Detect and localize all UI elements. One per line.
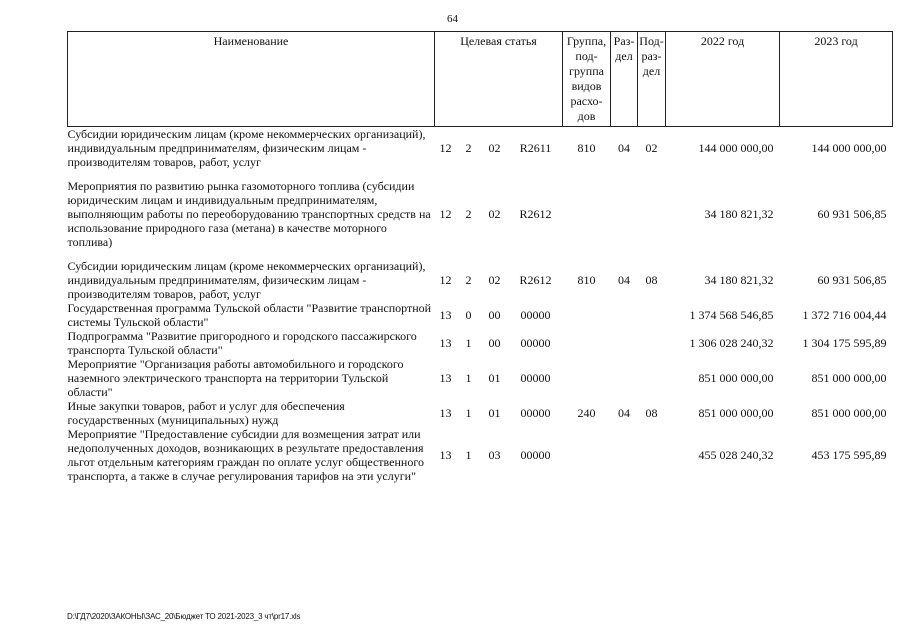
row-code-program: 12 [439, 207, 452, 221]
row-code-program: 13 [439, 336, 452, 350]
row-expense-group: 810 [577, 273, 596, 287]
row-expense-group [563, 357, 611, 399]
row-subsection [638, 357, 666, 399]
row-code-program: 13 [439, 448, 452, 462]
row-amount-2023: 1 372 716 004,44 [802, 308, 887, 322]
row-code-direction: 00000 [520, 406, 551, 420]
row-expense-group: 810 [577, 141, 596, 155]
row-code-subprogram: 2 [465, 207, 472, 221]
row-code-event: 02 [488, 207, 501, 221]
table-row [68, 259, 893, 301]
row-section [611, 427, 638, 483]
header-section: Раз- дел [611, 32, 638, 127]
header-expense-group: Группа, под- группа видов расхо- дов [563, 32, 611, 127]
row-amount-2022: 1 306 028 240,32 [689, 336, 774, 350]
row-spacer [68, 249, 893, 259]
row-name: Субсидии юридическим лицам (кроме некоммерческих организаций), индивидуальным предпринимателям, физическим лицам - производителям товаров, работ, услуг [67, 259, 426, 301]
row-expense-group [563, 179, 611, 249]
header-target-article: Целевая статья [435, 32, 563, 127]
row-amount-2023: 144 000 000,00 [811, 141, 887, 155]
row-name: Иные закупки товаров, работ и услуг для обеспечения государственных (муниципальных) нужд [67, 399, 345, 427]
header-year-2023: 2023 год [780, 32, 893, 127]
row-section: 04 [618, 273, 631, 287]
row-amount-2022: 34 180 821,32 [704, 207, 774, 221]
row-amount-2022: 851 000 000,00 [698, 406, 774, 420]
row-code-event: 02 [488, 141, 501, 155]
row-code-direction: 00000 [520, 448, 551, 462]
page-number: 64 [447, 13, 458, 25]
row-code-direction: 00000 [520, 308, 551, 322]
row-expense-group [563, 301, 611, 329]
row-subsection: 02 [645, 141, 658, 155]
row-name: Мероприятия по развитию рынка газомоторного топлива (субсидии юридическим лицам и индивидуальным предпринимателям, выполняющим работы по переоборудованию транспортных средств на использование природного газа (метана) в качестве моторного топлива) [67, 179, 431, 249]
budget-table [67, 31, 893, 483]
row-code-event: 00 [488, 336, 501, 350]
row-code-direction: 00000 [520, 336, 551, 350]
row-name: Мероприятие "Организация работы автомобильного и городского наземного электрического транспорта на территории Тульской области" [67, 357, 404, 399]
row-subsection [638, 427, 666, 483]
row-subsection [638, 179, 666, 249]
row-expense-group [563, 329, 611, 357]
header-name: Наименование [68, 32, 435, 127]
row-code-program: 13 [439, 406, 452, 420]
row-code-direction: R2611 [519, 141, 552, 155]
row-subsection [638, 329, 666, 357]
row-subsection: 08 [645, 406, 658, 420]
table-row [68, 329, 893, 357]
row-code-direction: R2612 [519, 207, 552, 221]
table-row [68, 399, 893, 427]
file-path-footer: D:\ГД7\2020\ЗАКОНЫ\ЗАС_20\Бюджет ТО 2021-2023_3 чт\pr17.xls [67, 612, 301, 621]
row-code-program: 13 [439, 371, 452, 385]
row-name: Подпрограмма "Развитие пригородного и городского пассажирского транспорта Тульской области" [67, 329, 417, 357]
row-section [611, 357, 638, 399]
row-amount-2023: 851 000 000,00 [811, 406, 887, 420]
row-spacer [68, 169, 893, 179]
row-amount-2023: 60 931 506,85 [817, 273, 887, 287]
row-amount-2022: 455 028 240,32 [698, 448, 774, 462]
row-section: 04 [618, 141, 631, 155]
row-section [611, 329, 638, 357]
row-amount-2022: 1 374 568 546,85 [689, 308, 774, 322]
header-subsection: Под- раз- дел [638, 32, 666, 127]
row-code-subprogram: 1 [465, 336, 472, 350]
row-code-subprogram: 0 [465, 308, 472, 322]
row-code-program: 12 [439, 273, 452, 287]
row-code-event: 01 [488, 406, 501, 420]
table-row [68, 179, 893, 249]
row-amount-2023: 60 931 506,85 [817, 207, 887, 221]
row-code-event: 01 [488, 371, 501, 385]
row-subsection: 08 [645, 273, 658, 287]
row-code-direction: 00000 [520, 371, 551, 385]
row-subsection [638, 301, 666, 329]
row-code-program: 12 [439, 141, 452, 155]
row-name: Государственная программа Тульской области "Развитие транспортной системы Тульской области" [67, 301, 432, 329]
table-row [68, 357, 893, 399]
row-section: 04 [618, 406, 631, 420]
row-amount-2023: 1 304 175 595,89 [802, 336, 887, 350]
row-code-event: 03 [488, 448, 501, 462]
row-section [611, 179, 638, 249]
row-code-subprogram: 1 [465, 448, 472, 462]
row-code-direction: R2612 [519, 273, 552, 287]
row-code-subprogram: 1 [465, 371, 472, 385]
row-name: Мероприятие "Предоставление субсидии для возмещения затрат или недополученных доходов, возникающих в результате предоставления льгот отдельным категориям граждан по оплате услуг общественного транспорта, а также в случае регулирования тарифов на эти услуги" [67, 427, 424, 483]
row-expense-group [563, 427, 611, 483]
row-code-event: 00 [488, 308, 501, 322]
header-row [68, 32, 893, 127]
table-row [68, 427, 893, 483]
header-year-2022: 2022 год [666, 32, 780, 127]
row-code-subprogram: 2 [465, 141, 472, 155]
row-expense-group: 240 [577, 406, 596, 420]
row-code-event: 02 [488, 273, 501, 287]
row-amount-2022: 34 180 821,32 [704, 273, 774, 287]
table-row [68, 127, 893, 170]
row-amount-2022: 144 000 000,00 [698, 141, 774, 155]
row-code-subprogram: 2 [465, 273, 472, 287]
table-row [68, 301, 893, 329]
row-amount-2022: 851 000 000,00 [698, 371, 774, 385]
row-code-subprogram: 1 [465, 406, 472, 420]
row-amount-2023: 851 000 000,00 [811, 371, 887, 385]
row-section [611, 301, 638, 329]
row-amount-2023: 453 175 595,89 [811, 448, 887, 462]
row-name: Субсидии юридическим лицам (кроме некоммерческих организаций), индивидуальным предпринимателям, физическим лицам - производителям товаров, работ, услуг [67, 127, 426, 169]
row-code-program: 13 [439, 308, 452, 322]
